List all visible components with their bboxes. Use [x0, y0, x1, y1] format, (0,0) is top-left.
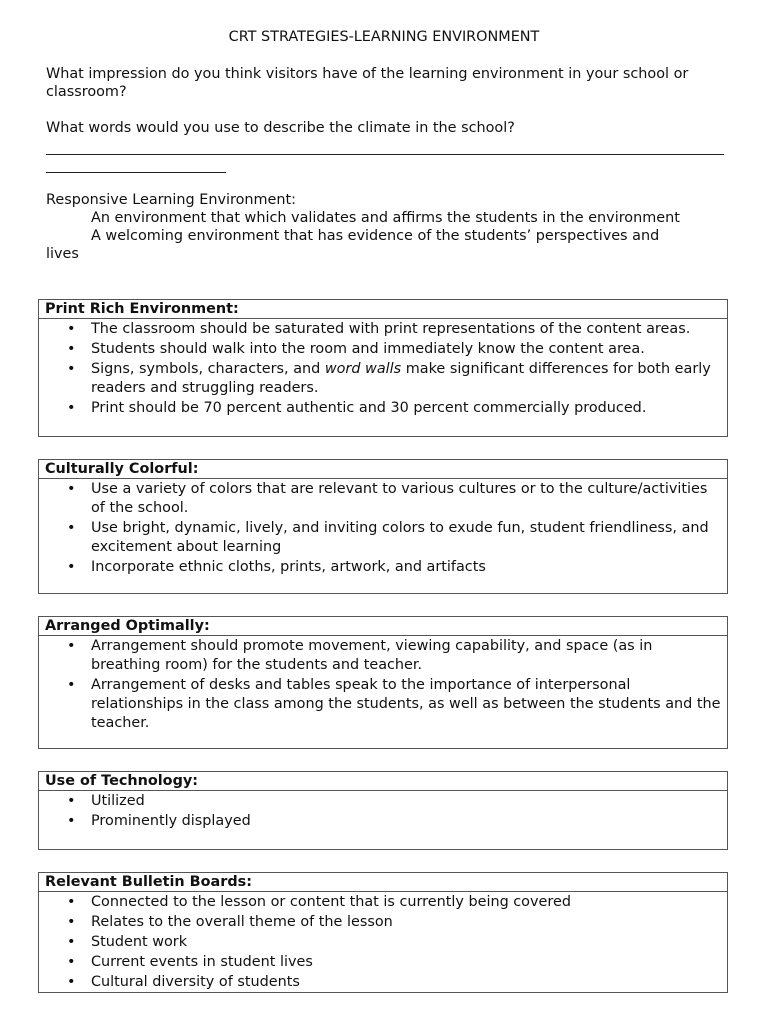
- section-arranged-optimally: [38, 616, 728, 749]
- section-technology: [38, 771, 728, 850]
- list-item: • Connected to the lesson or content that is currently being covered: [39, 893, 721, 912]
- bullet-list: [39, 637, 721, 733]
- list-item: • Current events in student lives: [39, 953, 721, 972]
- answer-line: [46, 154, 724, 155]
- list-item: • Use bright, dynamic, lively, and inviting colors to exude fun, student friendliness, and excitement about learning: [39, 519, 721, 557]
- bullet-list: [39, 893, 721, 992]
- list-item: • Print should be 70 percent authentic and 30 percent commercially produced.: [39, 399, 721, 418]
- list-item: • Utilized: [39, 792, 721, 811]
- responsive-line-validates: An environment that which validates and affirms the students in the environment: [91, 210, 680, 226]
- list-item: • Student work: [39, 933, 721, 952]
- list-item: [39, 360, 721, 398]
- list-item: • Students should walk into the room and immediately know the content area.: [39, 340, 721, 359]
- responsive-heading: Responsive Learning Environment:: [46, 192, 296, 208]
- list-item-text: make significant differences for both early readers and struggling readers.: [91, 361, 711, 396]
- question-climate-words: What words would you use to describe the climate in the school?: [46, 120, 515, 136]
- question-visitors-impression: What impression do you think visitors have of the learning environment in your school or classroom?: [46, 66, 689, 100]
- list-item: • Relates to the overall theme of the lesson: [39, 913, 721, 932]
- list-item: • The classroom should be saturated with print representations of the content areas.: [39, 320, 721, 339]
- section-heading: Print Rich Environment:: [39, 300, 727, 319]
- section-heading: Relevant Bulletin Boards:: [39, 873, 727, 892]
- section-culturally-colorful: [38, 459, 728, 594]
- answer-line-short: [46, 172, 226, 173]
- emphasis-word-walls: word walls: [324, 361, 402, 377]
- section-print-rich: [38, 299, 728, 437]
- section-heading: Culturally Colorful:: [39, 460, 727, 479]
- section-bulletin-boards: [38, 872, 728, 993]
- document-title: CRT STRATEGIES-LEARNING ENVIRONMENT: [228, 29, 540, 45]
- list-item: • Arrangement should promote movement, viewing capability, and space (as in breathing room) for the students and teacher.: [39, 637, 721, 675]
- list-item-text: Signs, symbols, characters, and: [91, 361, 325, 377]
- list-item: • Cultural diversity of students: [39, 973, 721, 992]
- responsive-line-welcoming-cont: lives: [46, 246, 79, 262]
- section-heading: Use of Technology:: [39, 772, 727, 791]
- bullet-list: [39, 320, 721, 418]
- list-item: • Use a variety of colors that are relevant to various cultures or to the culture/activities of the school.: [39, 480, 721, 518]
- list-item: • Prominently displayed: [39, 812, 721, 831]
- list-item: • Incorporate ethnic cloths, prints, artwork, and artifacts: [39, 558, 721, 577]
- bullet-list: [39, 480, 721, 577]
- section-heading: Arranged Optimally:: [39, 617, 727, 636]
- list-item: • Arrangement of desks and tables speak to the importance of interpersonal relationships in the class among the students, as well as between the students and the teacher.: [39, 676, 721, 733]
- bullet-list: [39, 792, 721, 831]
- responsive-line-welcoming: A welcoming environment that has evidence of the students’ perspectives and: [91, 228, 660, 244]
